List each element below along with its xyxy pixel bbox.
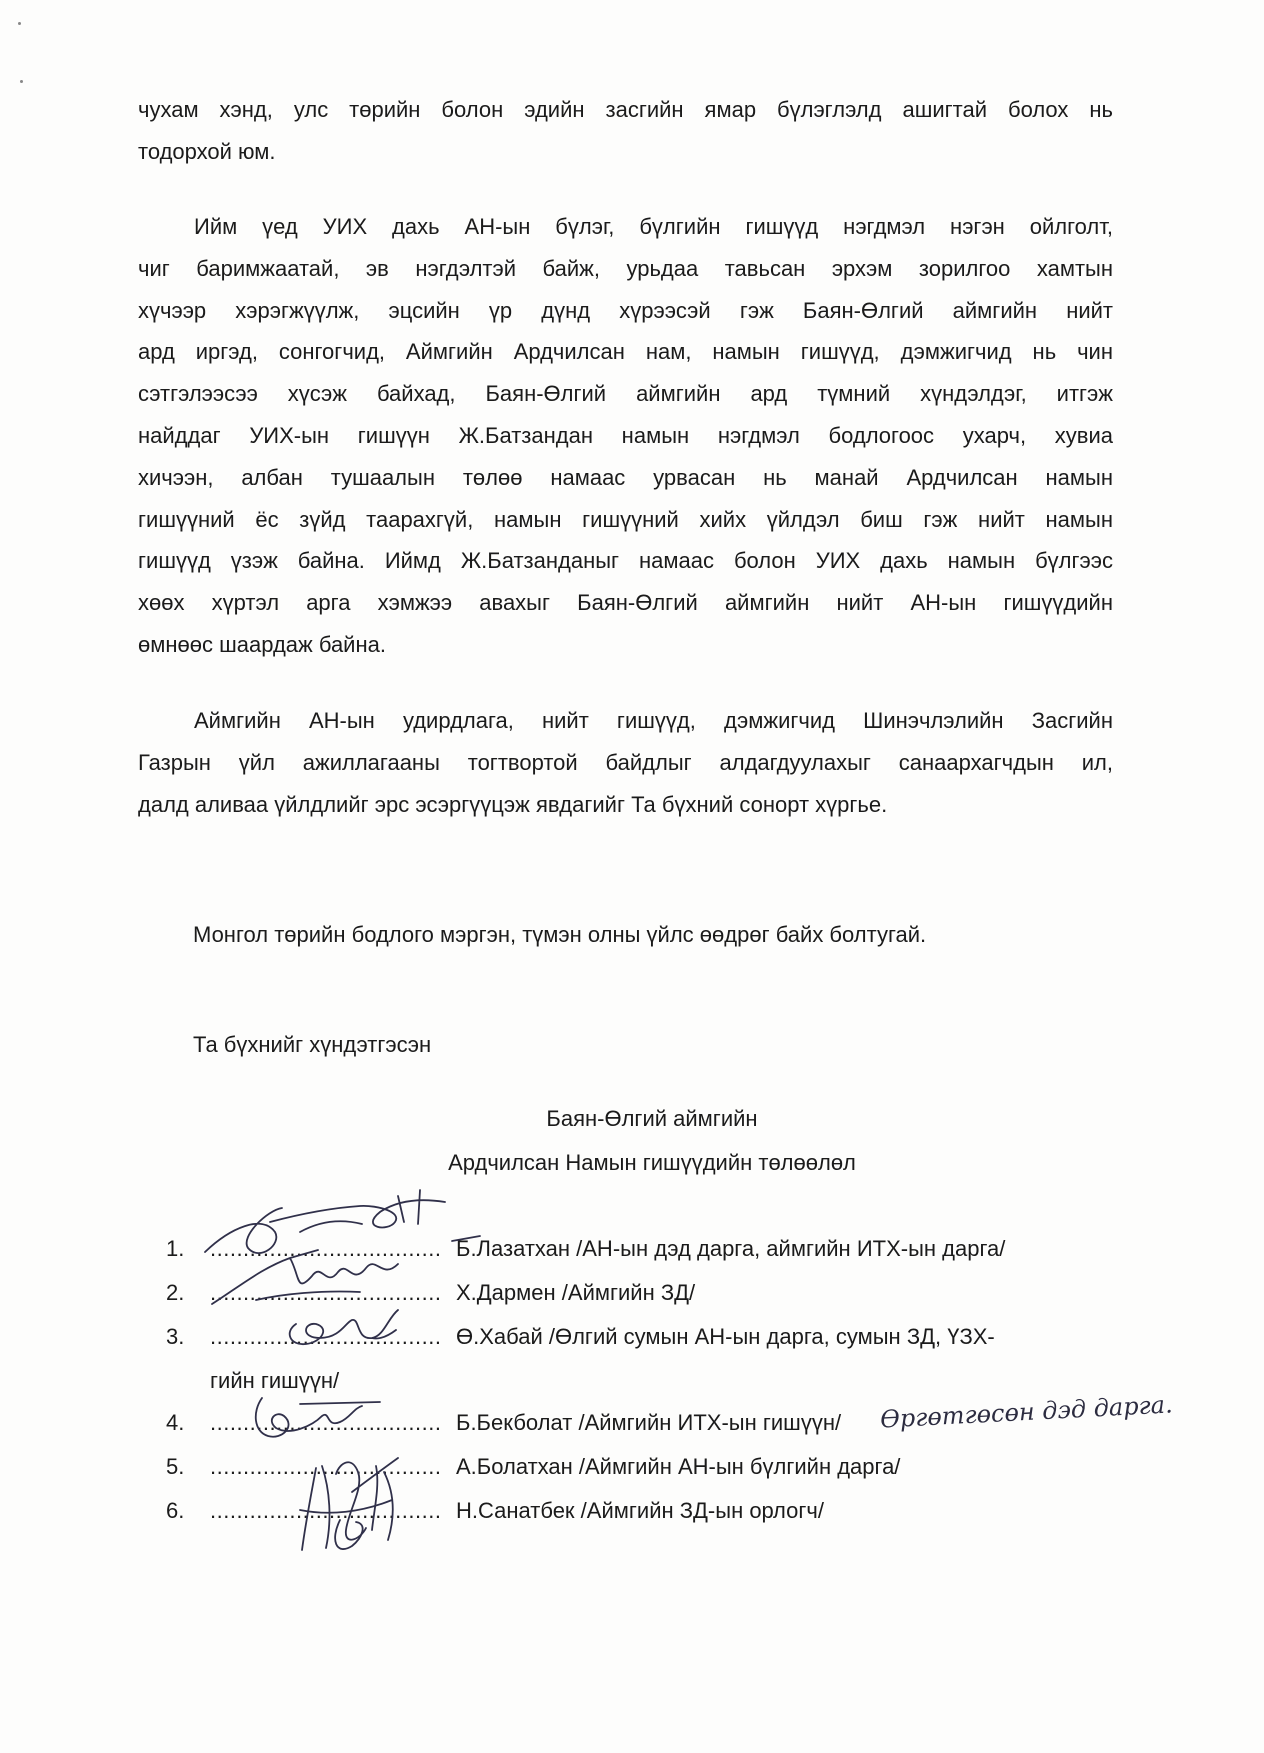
text-line: чухам хэнд, улс төрийн болон эдийн засгийн ямар бүлэглэлд ашигтай болох нь xyxy=(138,97,1113,122)
text-line: Ийм үед УИХ дахь АН-ын бүлэг, бүлгийн гишүүд нэгдмэл нэгэн ойлголт, xyxy=(194,214,1113,239)
signatory-row xyxy=(166,1280,695,1306)
signature-dots: ................................... xyxy=(210,1498,442,1523)
text-line: тодорхой юм. xyxy=(138,138,276,164)
text-line: далд аливаа үйлдлийг эрс эсэргүүцэж явдагийг Та бүхний сонорт хүргье. xyxy=(138,791,888,817)
text-line: Аймгийн АН-ын удирдлага, нийт гишүүд, дэмжигчид Шинэчлэлийн Засгийн xyxy=(194,708,1113,733)
text-line: найддаг УИХ-ын гишүүн Ж.Батзандан намын нэгдмэл бодлогоос ухарч, хувиа xyxy=(138,422,1113,448)
text-line: гишүүд үзэж байна. Иймд Ж.Батзанданыг намаас болон УИХ дахь намын бүлгээс xyxy=(138,548,1113,574)
paragraph-3 xyxy=(138,700,1113,825)
motto-line: Монгол төрийн бодлого мэргэн, түмэн олны үйлс өөдрөг байх болтугай. xyxy=(193,922,927,947)
signature-dots: ................................... xyxy=(210,1454,442,1479)
signature-org-line2: Ардчилсан Намын гишүүдийн төлөөлөл xyxy=(448,1150,856,1175)
paragraph-1 xyxy=(138,89,1113,173)
signature-dots: ................................... xyxy=(210,1410,442,1435)
signatory-row xyxy=(166,1498,824,1524)
text-line: сэтгэлээсээ хүсэж байхад, Баян-Өлгий аймгийн ард түмний хүндэлдэг, итгэж xyxy=(138,381,1113,407)
paragraph-2 xyxy=(138,206,1113,666)
handwritten-annotation: Өргөтгөсөн дэд дарга. xyxy=(879,1390,1174,1434)
text-line: хүчээр хэрэгжүүлж, эцсийн үр дүнд хүрээсэй гэж Баян-Өлгий аймгийн нийт xyxy=(138,297,1113,323)
text-line: хичээн, албан тушаалын төлөө намаас урвасан нь манай Ардчилсан намын xyxy=(138,464,1113,490)
text-line: өмнөөс шаардаж байна. xyxy=(138,631,386,657)
text-line: ард иргэд, сонгогчид, Аймгийн Ардчилсан нам, намын гишүүд, дэмжигчид нь чин xyxy=(138,339,1113,365)
signatory-name: Б.Лазатхан /АН-ын дэд дарга, аймгийн ИТХ-ын дарга/ xyxy=(456,1236,1006,1261)
text-line: чиг баримжаатай, эв нэгдэлтэй байж, урьдаа тавьсан эрхэм зорилгоо хамтын xyxy=(138,255,1113,281)
signatory-row xyxy=(166,1410,841,1436)
signatory-name: Б.Бекболат /Аймгийн ИТХ-ын гишүүн/ xyxy=(456,1410,842,1435)
text-line: гишүүний ёс зүйд таарахгүй, намын гишүүний хийх үйлдэл биш гэж нийт намын xyxy=(138,506,1113,532)
signatory-number: 2. xyxy=(166,1280,185,1305)
signatory-name: Ө.Хабай /Өлгий сумын АН-ын дарга, сумын ЗД, ҮЗХ- xyxy=(456,1324,995,1349)
signature-dots: ................................... xyxy=(210,1324,442,1349)
signature-org-line1: Баян-Өлгий аймгийн xyxy=(546,1106,758,1131)
scan-speck xyxy=(18,22,21,25)
signature-dots: ................................... xyxy=(210,1236,442,1261)
text-line: Газрын үйл ажиллагааны тогтвортой байдлыг алдагдуулахыг санаархагчдын ил, xyxy=(138,749,1113,775)
signatory-number: 4. xyxy=(166,1410,185,1435)
signatory-name: Х.Дармен /Аймгийн ЗД/ xyxy=(456,1280,696,1305)
signatory-name-continuation: гийн гишүүн/ xyxy=(210,1368,340,1393)
signatory-name: А.Болатхан /Аймгийн АН-ын бүлгийн дарга/ xyxy=(456,1454,901,1479)
scan-speck xyxy=(20,80,23,83)
closing-line: Та бүхнийг хүндэтгэсэн xyxy=(193,1032,432,1057)
signatory-number: 3. xyxy=(166,1324,185,1349)
signature-dots: ................................... xyxy=(210,1280,442,1305)
signatory-name: Н.Санатбек /Аймгийн ЗД-ын орлогч/ xyxy=(456,1498,824,1523)
signatory-row-continuation xyxy=(210,1368,339,1394)
signatory-number: 1. xyxy=(166,1236,185,1261)
signatory-row xyxy=(166,1454,900,1480)
signatory-row xyxy=(166,1236,1005,1262)
signatory-number: 5. xyxy=(166,1454,185,1479)
text-line: хөөх хүртэл арга хэмжээ авахыг Баян-Өлгий аймгийн нийт АН-ын гишүүдийн xyxy=(138,590,1113,616)
signatory-row xyxy=(166,1324,995,1350)
signature-6 xyxy=(335,1520,363,1549)
signatory-number: 6. xyxy=(166,1498,185,1523)
